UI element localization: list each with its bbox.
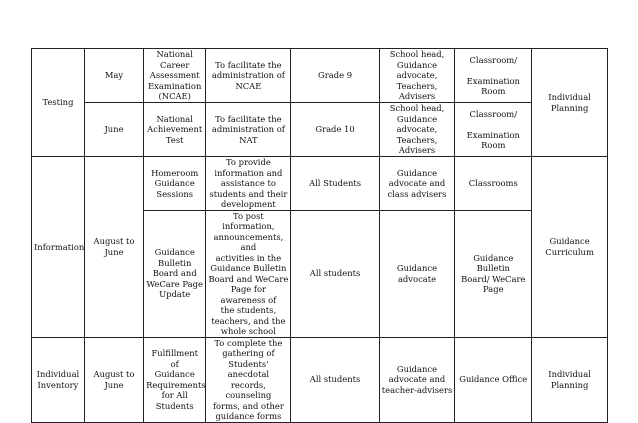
persons-involved-cell: Guidance advocate	[379, 210, 455, 337]
objective-cell: To facilitate the administration of NAT	[206, 103, 291, 157]
activity-cell: National Achievement Test	[144, 103, 206, 157]
venue-cell: Classrooms	[455, 157, 532, 211]
month-cell: May	[84, 49, 143, 103]
venue-cell: Classroom/ Examination Room	[455, 49, 532, 103]
table-row	[32, 337, 608, 422]
month-cell: June	[84, 103, 143, 157]
activity-cell: National Career Assessment Examination (NCAE)	[144, 49, 206, 103]
venue-cell: Classroom/ Examination Room	[455, 103, 532, 157]
venue-cell: Guidance Office	[455, 337, 532, 422]
component-cell: Guidance Curriculum	[532, 157, 608, 338]
month-cell: August to June	[84, 157, 143, 338]
component-cell: Individual Planning	[532, 337, 608, 422]
guidance-program-table	[31, 48, 608, 423]
venue-cell: Guidance Bulletin Board/ WeCare Page	[455, 210, 532, 337]
objective-cell: To post information, announcements, and activities in the Guidance Bulletin Board and WeCare Page for awareness of the students, teachers, and the whole school	[206, 210, 291, 337]
participants-cell: All students	[291, 210, 379, 337]
objective-cell: To complete the gathering of Students' anecdotal records, counseling forms, and other guidance forms	[206, 337, 291, 422]
area-cell-testing: Testing	[32, 49, 85, 157]
activity-cell: Fulfillment of Guidance Requirements for All Students	[144, 337, 206, 422]
persons-involved-cell: School head, Guidance advocate, Teachers, Advisers	[379, 49, 455, 103]
persons-involved-cell: Guidance advocate and class advisers	[379, 157, 455, 211]
objective-cell: To provide information and assistance to students and their development	[206, 157, 291, 211]
component-cell: Individual Planning	[532, 49, 608, 157]
table-row	[32, 157, 608, 211]
table-row	[32, 103, 608, 157]
participants-cell: Grade 10	[291, 103, 379, 157]
participants-cell: All students	[291, 337, 379, 422]
objective-cell: To facilitate the administration of NCAE	[206, 49, 291, 103]
participants-cell: Grade 9	[291, 49, 379, 103]
table-row	[32, 49, 608, 103]
area-cell-information: Information	[32, 157, 85, 338]
persons-involved-cell: Guidance advocate and teacher-advisers	[379, 337, 455, 422]
activity-cell: Guidance Bulletin Board and WeCare Page Update	[144, 210, 206, 337]
participants-cell: All Students	[291, 157, 379, 211]
area-cell-individual-inventory: Individual Inventory	[32, 337, 85, 422]
month-cell: August to June	[84, 337, 143, 422]
activity-cell: Homeroom Guidance Sessions	[144, 157, 206, 211]
persons-involved-cell: School head, Guidance advocate, Teachers, Advisers	[379, 103, 455, 157]
